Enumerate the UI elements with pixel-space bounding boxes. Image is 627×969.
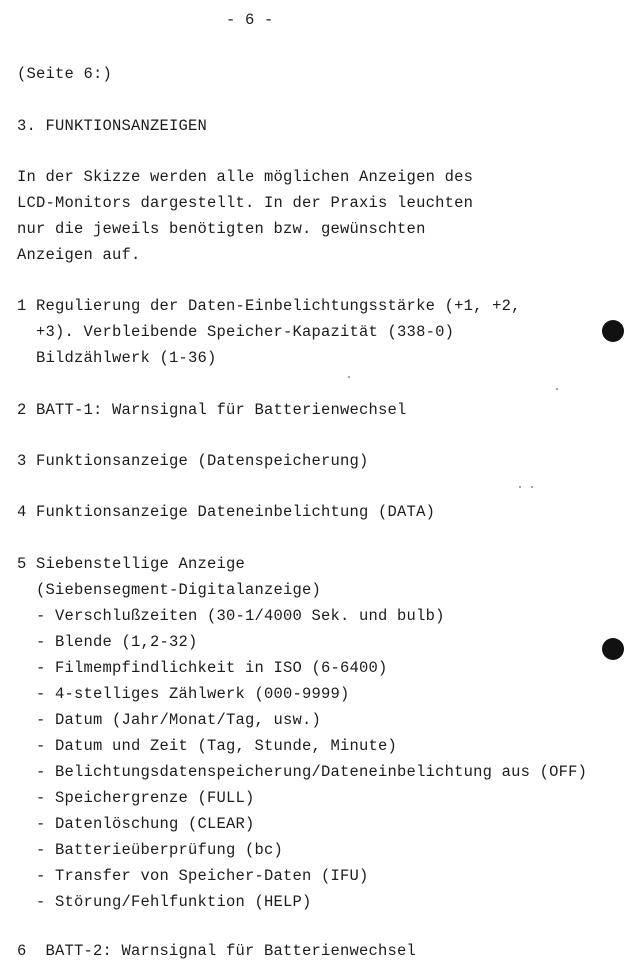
list-item-5-subtitle: (Siebensegment-Digitalanzeige)	[17, 581, 322, 599]
list-item-5-entry: - Verschlußzeiten (30-1/4000 Sek. und bulb)	[17, 607, 445, 625]
scan-speck	[556, 388, 558, 390]
list-item-5-title: 5 Siebenstellige Anzeige	[17, 555, 246, 573]
scan-speck	[531, 486, 533, 488]
list-item-5-entry: - Belichtungsdatenspeicherung/Dateneinbelichtung aus (OFF)	[17, 763, 588, 781]
list-item-6: 6 BATT-2: Warnsignal für Batterienwechsel	[17, 942, 417, 960]
list-item-1-line: Bildzählwerk (1-36)	[17, 349, 217, 367]
list-item-1-line: +3). Verbleibende Speicher-Kapazität (338-0)	[17, 323, 455, 341]
intro-line: In der Skizze werden alle möglichen Anzeigen des	[17, 168, 474, 186]
scan-speck	[519, 486, 521, 488]
list-item-5-entry: - Störung/Fehlfunktion (HELP)	[17, 893, 312, 911]
section-heading: 3. FUNKTIONSANZEIGEN	[17, 117, 208, 135]
list-item-5-entry: - Batterieüberprüfung (bc)	[17, 841, 284, 859]
list-item-5-entry: - 4-stelliges Zählwerk (000-9999)	[17, 685, 350, 703]
intro-line: LCD-Monitors dargestellt. In der Praxis leuchten	[17, 194, 474, 212]
intro-line: Anzeigen auf.	[17, 246, 141, 264]
list-item-5-entry: - Datum (Jahr/Monat/Tag, usw.)	[17, 711, 322, 729]
list-item-5-entry: - Datum und Zeit (Tag, Stunde, Minute)	[17, 737, 398, 755]
punch-hole-mark	[602, 638, 624, 660]
list-item-5-entry: - Datenlöschung (CLEAR)	[17, 815, 255, 833]
list-item-4: 4 Funktionsanzeige Dateneinbelichtung (DATA)	[17, 503, 436, 521]
list-item-5-entry: - Speichergrenze (FULL)	[17, 789, 255, 807]
punch-hole-mark	[602, 320, 624, 342]
scan-speck	[348, 376, 350, 378]
list-item-3: 3 Funktionsanzeige (Datenspeicherung)	[17, 452, 369, 470]
list-item-5-entry: - Transfer von Speicher-Daten (IFU)	[17, 867, 369, 885]
intro-line: nur die jeweils benötigten bzw. gewünschten	[17, 220, 426, 238]
list-item-2: 2 BATT-1: Warnsignal für Batterienwechsel	[17, 401, 407, 419]
list-item-5-entry: - Blende (1,2-32)	[17, 633, 198, 651]
list-item-5-entry: - Filmempfindlichkeit in ISO (6-6400)	[17, 659, 388, 677]
list-item-1-line: 1 Regulierung der Daten-Einbelichtungsstärke (+1, +2,	[17, 297, 521, 315]
page-number: - 6 -	[226, 11, 274, 29]
page-reference: (Seite 6:)	[17, 65, 113, 83]
